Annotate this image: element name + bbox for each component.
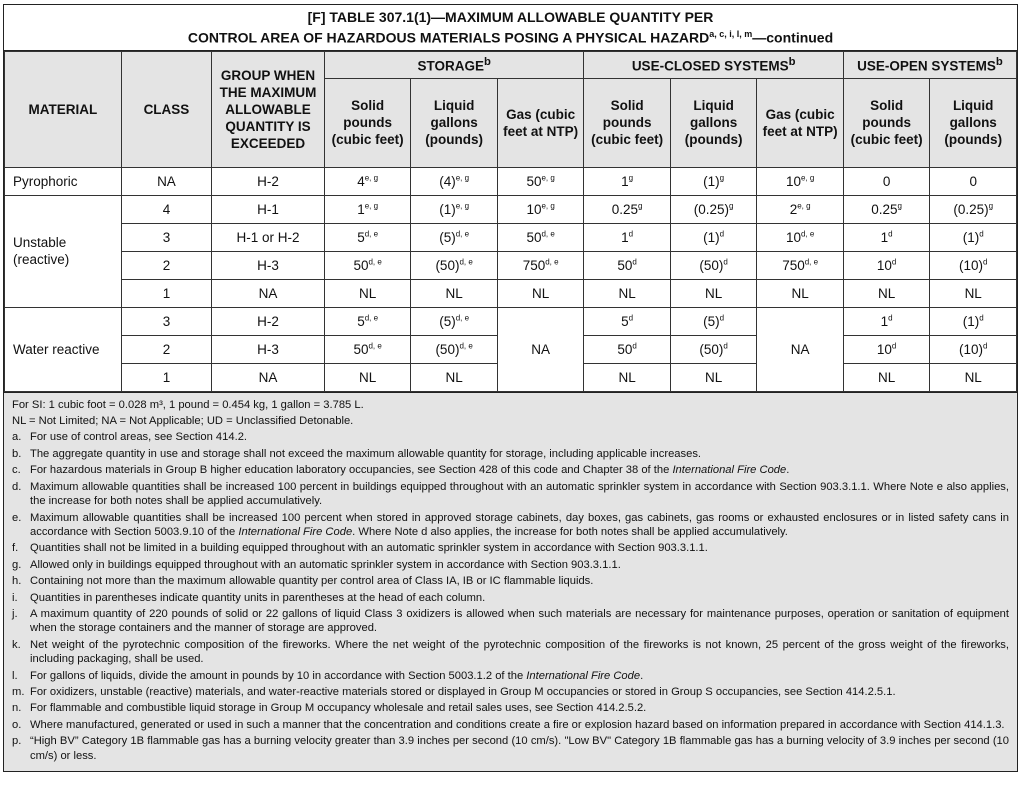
quantity-cell — [757, 223, 844, 251]
footnote-letter: h. — [12, 575, 22, 588]
class-cell: 1 — [121, 279, 212, 307]
quantity-footnote-ref: d, e — [368, 341, 382, 351]
quantity-footnote-ref: d — [719, 229, 725, 239]
quantity-cell — [930, 251, 1017, 279]
quantity-cell — [411, 307, 498, 335]
quantity-cell — [584, 167, 671, 195]
title-suffix: —continued — [752, 29, 834, 46]
table-row — [5, 167, 1017, 195]
footnote-text-part: For oxidizers, unstable (reactive) materials, and water-reactive materials stored or displayed in Group M occupancies or stored in Group S occupancies, see Section 414.2.5.1. — [30, 685, 896, 698]
footnote-letter: e. — [12, 511, 22, 524]
quantity-cell — [670, 335, 757, 363]
quantity-footnote-ref: d — [632, 257, 637, 267]
header-closed-solid: Solid pounds (cubic feet) — [584, 78, 671, 167]
quantity-cell — [930, 279, 1017, 307]
footnote-text-part: . Where Note d also applies, the increase for both notes shall be applied accumulatively. — [352, 525, 788, 538]
quantity-footnote-ref: d, e — [800, 229, 815, 239]
quantity-cell — [930, 363, 1017, 391]
quantity-cell — [757, 307, 844, 391]
class-cell: 4 — [121, 195, 212, 223]
footnote-text — [30, 669, 1009, 683]
footnote-text-part: Net weight of the pyrotechnic composition of the fireworks. Where the net weight of the pyrotechnic composition of the fireworks is not known, 25 percent of the gross weight of the fireworks, including packaging, shall be used. — [30, 638, 1009, 666]
header-closed-gas: Gas (cubic feet at NTP) — [757, 78, 844, 167]
footnote-text-part: Maximum allowable quantities shall be increased 100 percent when stored in approved storage cabinets, day boxes, gas cabinets, gas rooms or exhausted enclosures or in listed safety cans in accordance with Section 5003.9.10 of the — [30, 511, 1009, 538]
footnote-item — [12, 511, 1009, 540]
quantity-cell — [411, 195, 498, 223]
quantity-footnote-ref: d — [888, 229, 893, 239]
header-storage-sup: b — [483, 56, 491, 69]
quantity-value: 2 — [789, 201, 798, 217]
quantity-value: 5 — [357, 229, 365, 245]
footnote-text — [30, 734, 1009, 763]
header-storage-gas: Gas (cubic feet at NTP) — [497, 78, 584, 167]
quantity-cell — [324, 167, 411, 195]
footnote-text — [30, 511, 1009, 540]
table-row — [5, 251, 1017, 279]
quantity-value: 4 — [357, 173, 365, 189]
quantity-footnote-ref: d — [719, 313, 725, 323]
header-storage-text: STORAGE — [417, 58, 484, 74]
quantity-cell — [497, 167, 584, 195]
quantity-cell — [843, 307, 930, 335]
footnote-text-part: For use of control areas, see Section 414.2. — [30, 431, 248, 444]
footnote-text — [30, 701, 1009, 715]
footnote-letter: c. — [12, 464, 21, 477]
quantity-cell — [757, 251, 844, 279]
header-group: GROUP WHEN THE MAXIMUM ALLOWABLE QUANTITY IS EXCEEDED — [212, 51, 325, 167]
header-use-open-sup: b — [995, 56, 1003, 69]
quantity-value: (10) — [958, 257, 983, 273]
footnote-item — [12, 638, 1009, 667]
quantity-cell — [584, 279, 671, 307]
quantity-cell — [843, 251, 930, 279]
footnote-text — [30, 430, 1009, 444]
quantity-cell — [843, 195, 930, 223]
quantity-footnote-ref: d — [891, 257, 897, 267]
footnote-item — [12, 607, 1009, 636]
title-footnote-refs: a, c, i, l, m — [709, 29, 753, 39]
quantity-footnote-ref: d — [979, 313, 984, 323]
footnote-text-part: Quantities in parentheses indicate quantity units in parentheses at the head of each column. — [30, 591, 486, 604]
quantity-cell — [757, 167, 844, 195]
header-class: CLASS — [121, 51, 212, 167]
quantity-value: (1) — [962, 313, 980, 329]
quantity-footnote-ref: d, e — [368, 257, 382, 267]
footnote-letter: p. — [12, 735, 22, 748]
quantity-value: NL — [358, 285, 377, 301]
footnote-text-part: For gallons of liquids, divide the amount in pounds by 10 in accordance with Section 5003.1.2 of the — [30, 669, 527, 682]
group-cell: H-1 — [212, 195, 325, 223]
title-line-2-text: CONTROL AREA OF HAZARDOUS MATERIALS POSING A PHYSICAL HAZARD — [187, 29, 710, 46]
quantity-value: NL — [878, 369, 896, 385]
quantity-cell — [411, 223, 498, 251]
group-cell: NA — [212, 363, 325, 391]
si-conversion-note: For SI: 1 cubic foot = 0.028 m³, 1 pound = 0.454 kg, 1 gallon = 3.785 L. — [12, 398, 364, 411]
quantity-cell — [411, 167, 498, 195]
quantity-cell — [497, 251, 584, 279]
quantity-cell — [670, 167, 757, 195]
quantity-cell — [670, 363, 757, 391]
quantity-value: 1 — [880, 229, 889, 245]
table-title — [4, 5, 1017, 51]
quantity-value: NL — [618, 285, 636, 301]
footnote-text — [30, 463, 1009, 477]
footnote-letter: i. — [12, 591, 18, 604]
quantity-cell — [843, 335, 930, 363]
quantity-footnote-ref: e, g — [800, 173, 815, 183]
footnote-letter: a. — [12, 431, 22, 444]
material-cell: Unstable (reactive) — [5, 195, 122, 307]
quantity-footnote-ref: e, g — [541, 173, 555, 183]
quantity-footnote-ref: d — [628, 313, 634, 323]
quantity-cell — [670, 251, 757, 279]
quantity-value: NL — [445, 285, 463, 301]
quantity-cell — [324, 335, 411, 363]
quantity-cell — [930, 167, 1017, 195]
table-row — [5, 223, 1017, 251]
footnote-letter: g. — [12, 558, 22, 571]
quantity-value: 50 — [617, 341, 633, 357]
quantity-value: (1) — [703, 173, 720, 189]
quantity-cell — [584, 363, 671, 391]
quantity-cell — [324, 195, 411, 223]
footnote-letter: n. — [12, 702, 22, 715]
footnote-text — [30, 541, 1009, 555]
group-cell: H-2 — [212, 307, 325, 335]
quantity-cell — [497, 223, 584, 251]
footnote-text — [30, 447, 1009, 461]
quantity-value: 0.25 — [871, 201, 898, 217]
footnote-item — [12, 574, 1009, 588]
quantity-footnote-ref: g — [988, 201, 994, 211]
quantity-cell — [843, 363, 930, 391]
quantity-value: (1) — [962, 229, 980, 245]
quantity-cell — [930, 307, 1017, 335]
header-open-liquid: Liquid gallons (pounds) — [930, 78, 1017, 167]
footnote-letter: d. — [12, 480, 22, 493]
quantity-value: 1 — [357, 201, 365, 217]
quantity-footnote-ref: e, g — [364, 201, 379, 211]
quantity-value: 5 — [621, 313, 629, 329]
class-cell: 2 — [121, 251, 212, 279]
quantity-value: (50) — [435, 257, 460, 273]
quantity-value: (10) — [958, 341, 983, 357]
quantity-value: NL — [791, 285, 809, 301]
quantity-cell — [670, 307, 757, 335]
quantity-footnote-ref: d, e — [364, 229, 379, 239]
footnote-item — [12, 558, 1009, 572]
table-body — [5, 167, 1017, 391]
hazard-table-document — [3, 4, 1018, 772]
quantity-value: (50) — [699, 257, 724, 273]
quantity-value: NL — [358, 369, 377, 385]
quantity-value: 5 — [357, 313, 365, 329]
quantity-footnote-ref: d — [982, 257, 988, 267]
footnote-text-part: Where manufactured, generated or used in such a manner that the concentration and conditions create a fire or explosion hazard based on information prepared in accordance with Section 414.1.3. — [30, 718, 1005, 731]
group-cell: NA — [212, 279, 325, 307]
footnote-text-part: Containing not more than the maximum allowable quantity per control area of Class IA, IB or IC flammable liquids. — [30, 575, 594, 588]
header-open-solid: Solid pounds (cubic feet) — [843, 78, 930, 167]
quantity-cell — [497, 279, 584, 307]
footnote-reference-title: International Fire Code — [672, 464, 787, 477]
header-storage-solid: Solid pounds (cubic feet) — [324, 78, 411, 167]
quantity-value: (5) — [439, 229, 456, 245]
footnote-item — [12, 734, 1009, 763]
group-cell: H-3 — [212, 251, 325, 279]
footnote-item — [12, 480, 1009, 509]
quantity-footnote-ref: e, g — [364, 173, 379, 183]
footnote-letter: m. — [12, 685, 25, 698]
footnote-text-part: A maximum quantity of 220 pounds of solid or 22 gallons of liquid Class 3 oxidizers is allowed when such materials are necessary for maintenance purposes, operation or sanitation of equipment when the storage containers and the manner of storage are approved. — [30, 607, 1009, 635]
header-storage — [324, 51, 584, 78]
footnote-text-part: . — [640, 669, 644, 682]
quantity-value: 10 — [526, 201, 542, 217]
quantity-footnote-ref: d — [891, 341, 897, 351]
quantity-cell — [411, 363, 498, 391]
footnote-item — [12, 463, 1009, 477]
quantity-footnote-ref: d, e — [455, 313, 470, 323]
footnote-text-part: Maximum allowable quantities shall be increased 100 percent in buildings equipped throughout with an automatic sprinkler system in accordance with Section 903.3.1.1. Where Note e also applies, the increase for both notes shall be applied accumulatively. — [30, 480, 1009, 508]
quantity-footnote-ref: e, g — [455, 201, 470, 211]
quantity-value: (50) — [699, 341, 724, 357]
quantity-cell — [411, 279, 498, 307]
quantity-footnote-ref: d — [723, 257, 728, 267]
material-cell: Water reactive — [5, 307, 122, 391]
quantity-footnote-ref: d, e — [804, 257, 819, 267]
quantity-footnote-ref: d, e — [459, 341, 473, 351]
footnote-text-part: For flammable and combustible liquid storage in Group M occupancy wholesale and retail sales uses, see Section 414.2.5.2. — [30, 702, 647, 715]
quantity-value: 0.25 — [611, 201, 639, 217]
quantity-value: 1 — [621, 173, 629, 189]
quantity-cell — [584, 251, 671, 279]
quantity-value: 750 — [522, 257, 546, 273]
quantity-footnote-ref: d — [632, 341, 637, 351]
quantity-value: NA — [790, 341, 810, 357]
quantity-cell — [411, 251, 498, 279]
quantity-value: NL — [705, 285, 723, 301]
table-row — [5, 307, 1017, 335]
quantity-cell — [843, 167, 930, 195]
quantity-table — [4, 51, 1017, 392]
footnote-text — [30, 638, 1009, 667]
quantity-value: NL — [964, 369, 982, 385]
quantity-cell — [497, 195, 584, 223]
header-use-open-text: USE-OPEN SYSTEMS — [857, 58, 996, 74]
footnote-text — [30, 685, 1009, 699]
quantity-cell — [584, 307, 671, 335]
quantity-value: NL — [878, 285, 896, 301]
quantity-cell — [324, 251, 411, 279]
header-use-closed-sup: b — [788, 56, 796, 69]
footnote-letter: o. — [12, 718, 22, 731]
table-title-line-2 — [8, 26, 1013, 47]
quantity-cell — [670, 279, 757, 307]
quantity-footnote-ref: d, e — [455, 229, 470, 239]
quantity-value: NL — [532, 285, 550, 301]
footnote-text-part: “High BV” Category 1B flammable gas has a burning velocity greater than 3.9 inches per second (10 cm/s). "Low BV" Category 1B flammable gas has a burning velocity of 3.9 inches per second (10 cm/s) or less. — [30, 735, 1009, 762]
quantity-value: 1 — [621, 229, 629, 245]
footnotes — [4, 392, 1017, 771]
header-use-open — [843, 51, 1016, 78]
quantity-cell — [324, 363, 411, 391]
quantity-cell — [757, 279, 844, 307]
footnote-item — [12, 685, 1009, 699]
quantity-cell — [584, 223, 671, 251]
footnote-item — [12, 591, 1009, 605]
footnote-text-part: For hazardous materials in Group B higher education laboratory occupancies, see Section 428 of this code and Chapter 38 of the — [30, 464, 673, 477]
class-cell: 1 — [121, 363, 212, 391]
abbreviation-note: NL = Not Limited; NA = Not Applicable; UD = Unclassified Detonable. — [12, 415, 354, 428]
quantity-value: 10 — [785, 229, 801, 245]
quantity-footnote-ref: d — [979, 229, 984, 239]
footnote-letter: l. — [12, 669, 18, 682]
group-cell: H-3 — [212, 335, 325, 363]
footnote-reference-title: International Fire Code — [526, 669, 641, 682]
quantity-footnote-ref: e, g — [541, 201, 555, 211]
header-row-1 — [5, 51, 1017, 78]
quantity-cell — [324, 307, 411, 335]
material-cell: Pyrophoric — [5, 167, 122, 195]
header-use-closed-text: USE-CLOSED SYSTEMS — [631, 58, 789, 74]
footnote-text-part: Allowed only in buildings equipped throughout with an automatic sprinkler system in accordance with Section 903.3.1.1. — [30, 558, 621, 571]
quantity-value: 750 — [782, 257, 805, 273]
quantity-value: NA — [531, 341, 551, 357]
quantity-value: 10 — [876, 257, 892, 273]
footnote-text — [30, 591, 1009, 605]
footnote-letter: f. — [12, 542, 19, 555]
footnote-text — [30, 558, 1009, 572]
footnote-letter: j. — [12, 607, 18, 620]
class-cell: 2 — [121, 335, 212, 363]
table-title-line-1: [F] TABLE 307.1(1)—MAXIMUM ALLOWABLE QUANTITY PER — [307, 9, 714, 25]
quantity-cell — [757, 195, 844, 223]
quantity-value: 10 — [876, 341, 892, 357]
quantity-footnote-ref: g — [729, 201, 734, 211]
quantity-cell — [930, 335, 1017, 363]
footnote-text-part: . — [786, 464, 790, 477]
quantity-cell — [670, 223, 757, 251]
quantity-value: NL — [445, 369, 463, 385]
header-storage-liquid: Liquid gallons (pounds) — [411, 78, 498, 167]
quantity-value: 50 — [617, 257, 633, 273]
footnote-text — [30, 574, 1009, 588]
footnote-letter: k. — [12, 638, 21, 651]
quantity-cell — [930, 195, 1017, 223]
quantity-cell — [843, 223, 930, 251]
quantity-value: (4) — [439, 173, 456, 189]
quantity-value: (5) — [439, 313, 456, 329]
class-cell: 3 — [121, 307, 212, 335]
class-cell: NA — [121, 167, 212, 195]
quantity-cell — [497, 307, 584, 391]
quantity-cell — [930, 223, 1017, 251]
quantity-value: (50) — [435, 341, 460, 357]
footnote-item — [12, 718, 1009, 732]
quantity-footnote-ref: e, g — [797, 201, 811, 211]
quantity-cell — [584, 335, 671, 363]
quantity-footnote-ref: d — [982, 341, 988, 351]
quantity-value: (5) — [703, 313, 720, 329]
header-use-closed — [584, 51, 844, 78]
quantity-cell — [324, 223, 411, 251]
quantity-footnote-ref: d, e — [459, 257, 473, 267]
quantity-value: 1 — [880, 313, 889, 329]
footnote-reference-title: International Fire Code — [238, 525, 353, 538]
footnote-item — [12, 430, 1009, 444]
quantity-value: NL — [705, 369, 723, 385]
quantity-footnote-ref: e, g — [455, 173, 470, 183]
quantity-value: 50 — [526, 229, 542, 245]
quantity-footnote-ref: d — [888, 313, 893, 323]
footnote-list — [12, 430, 1009, 763]
quantity-value: NL — [618, 369, 636, 385]
table-row — [5, 195, 1017, 223]
quantity-footnote-ref: g — [719, 173, 725, 183]
footnote-text — [30, 718, 1009, 732]
quantity-value: NL — [964, 285, 982, 301]
quantity-footnote-ref: d — [628, 229, 634, 239]
quantity-cell — [324, 279, 411, 307]
quantity-value: (0.25) — [953, 201, 989, 217]
header-material: MATERIAL — [5, 51, 122, 167]
footnote-letter: b. — [12, 447, 22, 460]
quantity-footnote-ref: g — [897, 201, 902, 211]
table-row — [5, 279, 1017, 307]
quantity-cell — [843, 279, 930, 307]
quantity-value: 0 — [882, 173, 891, 189]
quantity-value: (1) — [703, 229, 720, 245]
quantity-footnote-ref: d, e — [541, 229, 555, 239]
quantity-value: 10 — [785, 173, 801, 189]
quantity-footnote-ref: g — [628, 173, 634, 183]
quantity-cell — [670, 195, 757, 223]
group-cell: H-1 or H-2 — [212, 223, 325, 251]
footnote-item — [12, 541, 1009, 555]
footnote-item — [12, 669, 1009, 683]
header-closed-liquid: Liquid gallons (pounds) — [670, 78, 757, 167]
quantity-value: 50 — [353, 341, 369, 357]
quantity-value: (1) — [439, 201, 456, 217]
quantity-footnote-ref: d, e — [545, 257, 559, 267]
quantity-value: 50 — [526, 173, 542, 189]
quantity-footnote-ref: g — [638, 201, 643, 211]
class-cell: 3 — [121, 223, 212, 251]
quantity-value: (0.25) — [693, 201, 730, 217]
footnote-item — [12, 701, 1009, 715]
quantity-footnote-ref: d, e — [364, 313, 379, 323]
footnote-text — [30, 480, 1009, 509]
footnote-item — [12, 447, 1009, 461]
quantity-footnote-ref: d — [723, 341, 728, 351]
group-cell: H-2 — [212, 167, 325, 195]
quantity-cell — [411, 335, 498, 363]
quantity-value: 0 — [969, 173, 977, 189]
footnote-text-part: Quantities shall not be limited in a building equipped throughout with an automatic sprinkler system in accordance with Section 903.3.1.1. — [30, 542, 708, 555]
quantity-cell — [584, 195, 671, 223]
quantity-value: 50 — [353, 257, 369, 273]
footnote-text-part: The aggregate quantity in use and storage shall not exceed the maximum allowable quantity for storage, including applicable increases. — [30, 447, 702, 460]
footnote-text — [30, 607, 1009, 636]
